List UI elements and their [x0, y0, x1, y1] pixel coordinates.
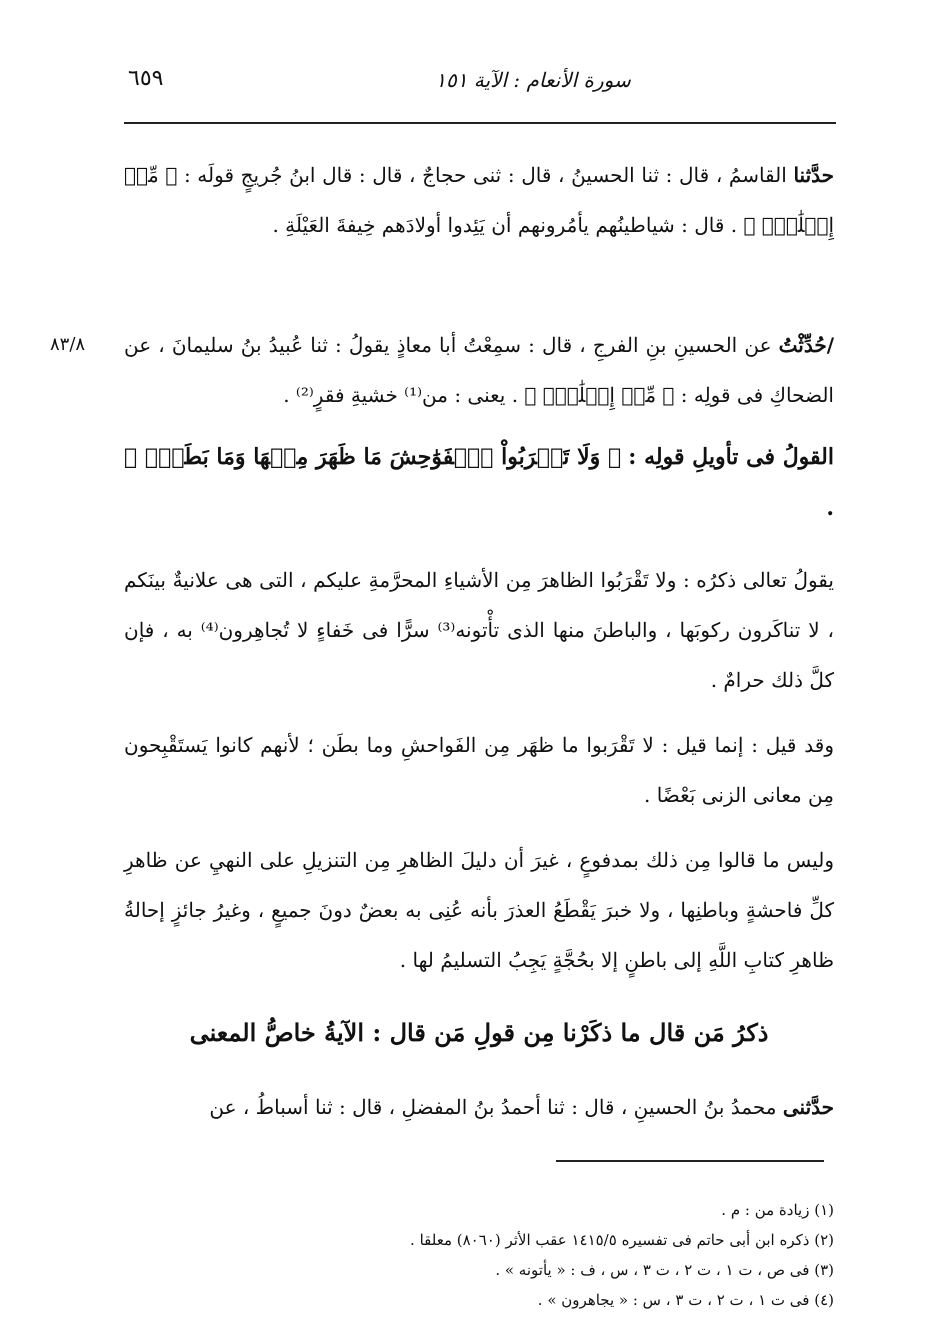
closing-paragraph	[124, 1082, 834, 1132]
paragraph-text: عن الحسينِ بنِ الفرجِ ، قال : سمِعْتُ أبا معاذٍ يقولُ : ثنا عُبيدُ بنُ سليمانَ ، عن الضحاكِ فى قولِه : ﴿ مِّنۡ إِمۡلَٰقٍۖ ﴾ . يعنى : من⁽¹⁾ خشيةِ فقرٍ⁽²⁾ .	[124, 333, 834, 407]
paragraph-lead: /حُدِّثْتُ	[778, 333, 835, 357]
footnote-rule	[556, 1160, 824, 1162]
paragraph-text: وليس ما قالوا مِن ذلك بمدفوعٍ ، غيرَ أن دليلَ الظاهرِ مِن التنزيلِ على النهيِ عن ظاهرِ كلِّ فاحشةٍ وباطنِها ، ولا خبرَ يَقْطَعُ العذرَ بأنه عُنِى به بعضٌ دونَ جميعٍ ، وغيرُ جائزٍ إحالةُ ظاهرِ كتابِ اللَّهِ إلى باطنٍ إلا بحُجَّةٍ يَجِبُ التسليمُ لها .	[124, 848, 834, 972]
footnote: (٢) ذكره ابن أبى حاتم فى تفسيره ١٤١٥/٥ عقب الأثر (٨٠٦٠) معلقا .	[410, 1231, 834, 1249]
paragraph-2	[124, 320, 834, 420]
section-heading: ذكرُ مَن قال ما ذكَرْنا مِن قولِ مَن قال : الآيةُ خاصُّ المعنى	[189, 1018, 769, 1047]
paragraph-5	[124, 720, 834, 820]
footnotes	[124, 1195, 834, 1315]
margin-reference: ٨٣/٨	[50, 334, 86, 355]
paragraph-4	[124, 555, 834, 705]
header-rule	[124, 122, 836, 124]
paragraph-lead: حدَّثنا	[793, 163, 835, 187]
footnote: (١) زيادة من : م .	[721, 1201, 834, 1219]
quran-verse: ﴿ وَلَا تَقۡرَبُواْ ٱلۡفَوَٰحِشَ مَا ظَهَرَ مِنۡهَا وَمَا بَطَنَۖ ﴾ .	[124, 444, 834, 521]
paragraph-6	[124, 835, 834, 985]
paragraph-3	[124, 432, 834, 534]
footnote: (٤) فى ت ١ ، ت ٢ ، ت ٣ ، س : « يجاهرون » .	[537, 1291, 834, 1309]
paragraph-text: يقولُ تعالى ذكرُه : ولا تَقْرَبُوا الظاهرَ مِن الأشياءِ المحرَّمةِ عليكم ، التى هى علانيةٌ بينَكم ، لا تناكَرون ركوبَها ، والباطنَ منها الذى تأْتونه⁽³⁾ سرًّا فى خَفاءٍ لا تُجاهِرون⁽⁴⁾ به ، فإن كلَّ ذلك حرامٌ .	[124, 568, 834, 692]
paragraph-lead: حدَّثنى	[782, 1095, 834, 1119]
paragraph-lead: القولُ فى تأويلِ قولِه :	[628, 444, 834, 470]
running-title: سورة الأنعام : الآية ١٥١	[435, 68, 631, 92]
paragraph-text: محمدُ بنُ الحسينِ ، قال : ثنا أحمدُ بنُ المفضلِ ، قال : ثنا أسباطُ ، عن	[209, 1095, 777, 1119]
page-header	[118, 62, 838, 106]
paragraph-text: القاسمُ ، قال : ثنا الحسينُ ، قال : ثنى حجاجٌ ، قال : قال ابنُ جُريجٍ قولَه : ﴿ مِّنۡ إِمۡلَٰقٍۖ ﴾ . قال : شياطينُهم يأمُرونهم أن يَئِدوا أولادَهم خِيفةَ العَيْلَةِ .	[124, 163, 834, 237]
footnote: (٣) فى ص ، ت ١ ، ت ٢ ، ت ٣ ، س ، ف : « يأتونه » .	[495, 1261, 834, 1279]
page-number: ٦٥٩	[128, 66, 164, 91]
paragraph-1	[124, 150, 834, 250]
paragraph-text: وقد قيل : إنما قيل : لا تَقْرَبوا ما ظهَر مِن الفَواحشِ وما بطَن ؛ لأنهم كانوا يَستَقْبِحون مِن معانى الزنى بَعْضًا .	[124, 733, 834, 807]
